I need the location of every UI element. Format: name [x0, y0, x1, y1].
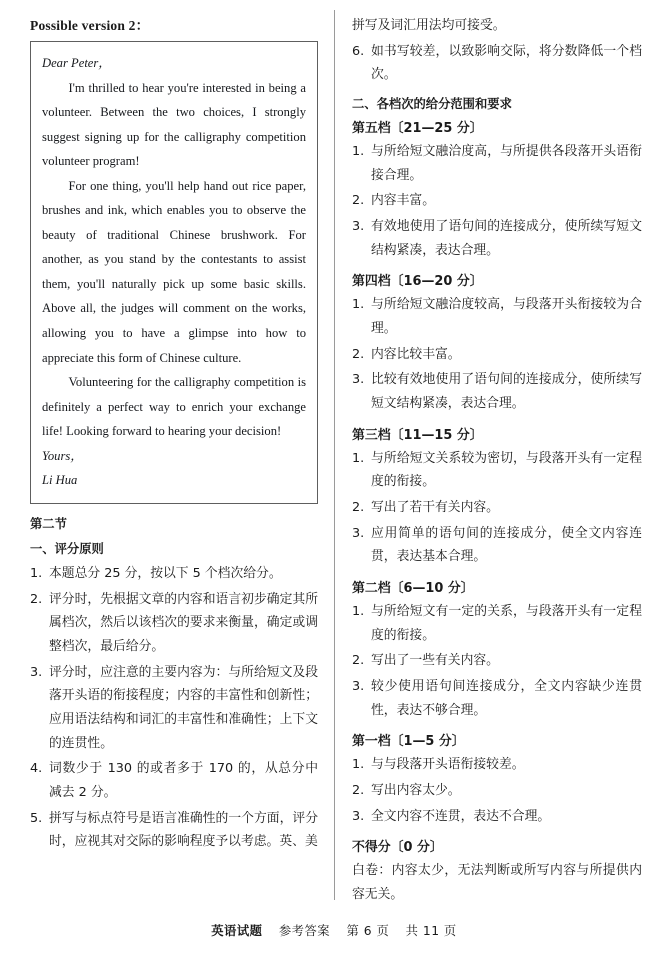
- item-number: 3.: [352, 525, 365, 541]
- section-two-heading: 第二节: [30, 516, 67, 531]
- item-number: 3.: [352, 372, 365, 388]
- item-text: 全文内容不连贯，表达不合理。: [371, 808, 551, 824]
- band-list-1: [352, 753, 642, 828]
- list-item: [30, 562, 318, 586]
- list-item: [352, 779, 642, 803]
- item-number: 3.: [352, 219, 365, 235]
- item-number: 3.: [352, 679, 365, 695]
- scoring-principles-list: [30, 562, 318, 854]
- item-text: 与所给短文融洽度高，与所提供各段落开头语衔接合理。: [371, 144, 642, 183]
- list-item: [30, 757, 318, 804]
- band-list-2: [352, 600, 642, 722]
- band-zero-text: 白卷：内容太少，无法判断或所写内容与所提供内容无关。: [352, 863, 642, 903]
- list-item: [352, 447, 642, 494]
- item-number: 1.: [352, 450, 365, 466]
- band-heading-5: 第五档〔21—25 分〕: [352, 121, 483, 137]
- list-item: [352, 215, 642, 262]
- item-text: 与所给短文关系较为密切，与段落开头有一定程度的衔接。: [371, 450, 642, 490]
- list-item: [352, 805, 642, 829]
- item-number: 1.: [352, 757, 365, 773]
- item-text: 本题总分 25 分，按以下 5 个档次给分。: [49, 565, 282, 581]
- item-number: 3.: [30, 664, 43, 680]
- band-list-3: [352, 447, 642, 569]
- band-list-5: [352, 140, 642, 262]
- letter-closing: Yours，: [42, 448, 83, 463]
- item-text: 与与段落开头语衔接较差。: [371, 757, 525, 773]
- item-text: 应用简单的语句间的连接成分，使全文内容连贯，表达基本合理。: [371, 525, 642, 565]
- list-item: [352, 293, 642, 340]
- item-number: 1.: [30, 565, 43, 581]
- item-text: 评分时，先根据文章的内容和语言初步确定其所属档次，然后以该档次的要求来衡量，确定或调整档次，最后给分。: [49, 591, 318, 654]
- item-number: 2.: [352, 783, 365, 799]
- item-text: 与所给短文有一定的关系，与段落开头有一定程度的衔接。: [371, 604, 642, 643]
- scoring-principles-continued: [352, 40, 642, 87]
- item-text: 内容丰富。: [371, 193, 435, 209]
- footer-page-number: 第 6 页: [346, 924, 390, 938]
- item-number: 6.: [352, 43, 365, 59]
- item-text: 较少使用语句间连接成分，全文内容缺少连贯性，表达不够合理。: [371, 679, 642, 718]
- item-text: 有效地使用了语句间的连接成分，使所续写短文结构紧凑，表达合理。: [371, 219, 642, 258]
- item-text: 如书写较差，以致影响交际，将分数降低一个档次。: [371, 43, 642, 83]
- list-item: [30, 807, 318, 854]
- band-heading-1: 第一档〔1—5 分〕: [352, 734, 465, 750]
- item-number: 3.: [352, 808, 365, 824]
- list-item: [352, 343, 642, 367]
- letter-paragraph-3: Volunteering for the calligraphy competition is definitely a perfect way to enrich your exchange life! Looking forward to hearing your decision!: [42, 375, 306, 439]
- item-number: 1.: [352, 604, 365, 620]
- item-text: 比较有效地使用了语句间的连接成分，使所续写短文结构紧凑，表达合理。: [371, 372, 642, 412]
- item-text: 写出了一些有关内容。: [371, 653, 499, 669]
- footer-answer-label: 参考答案: [278, 924, 331, 938]
- item-text: 内容比较丰富。: [371, 346, 461, 362]
- item-number: 2.: [352, 193, 365, 209]
- item-text: 评分时，应注意的主要内容为：与所给短文及段落开头语的衔接程度；内容的丰富性和创新性；应用语法结构和词汇的丰富性和准确性；上下文的连贯性。: [49, 664, 318, 751]
- item-text: 词数少于 130 的或者多于 170 的，从总分中减去 2 分。: [49, 761, 318, 800]
- band-list-4: [352, 293, 642, 415]
- band-heading-3: 第三档〔11—15 分〕: [352, 427, 483, 443]
- list-item: [30, 661, 318, 756]
- footer-total-pages: 共 11 页: [405, 924, 457, 938]
- column-divider: [334, 10, 335, 900]
- item-number: 2.: [352, 500, 365, 516]
- item-number: 2.: [30, 591, 43, 607]
- list-item: [352, 600, 642, 647]
- bands-section-heading: 二、各档次的给分范围和要求: [352, 97, 512, 112]
- letter-signature: Li Hua: [42, 473, 78, 488]
- scoring-principles-heading: 一、评分原则: [30, 541, 104, 556]
- list-item: [352, 522, 642, 569]
- letter-salutation: Dear Peter，: [42, 56, 111, 70]
- list-item: [352, 368, 642, 415]
- band-heading-2: 第二档〔6—10 分〕: [352, 581, 474, 597]
- item-number: 2.: [352, 653, 365, 669]
- possible-version-heading: Possible version 2：: [30, 18, 150, 33]
- left-column: [0, 0, 334, 905]
- item-text: 写出了若干有关内容。: [371, 500, 499, 516]
- page-footer: [0, 921, 668, 939]
- list-item: [352, 649, 642, 673]
- list-item: [352, 753, 642, 777]
- item-number: 1.: [352, 297, 365, 313]
- item-text: 写出内容太少。: [371, 783, 461, 799]
- band-heading-4: 第四档〔16—20 分〕: [352, 274, 483, 290]
- letter-paragraph-2: For one thing, you'll help hand out rice paper, brushes and ink, which enables you to observe the beauty of traditional Chinese brushwork. For another, as you stand by the contestants to assist them, you'll naturally pick up some basic skills. Above all, the judges will comment on the works, allowing you to have a glimpse into how to appreciate this form of Chinese culture.: [42, 178, 306, 365]
- continued-text: 拼写及词汇用法均可接受。: [352, 18, 506, 33]
- list-item: [352, 189, 642, 213]
- footer-exam-title: 英语试题: [211, 924, 263, 938]
- list-item: [352, 675, 642, 722]
- right-column: [334, 0, 668, 905]
- item-number: 5.: [30, 810, 43, 826]
- list-item: [352, 40, 642, 87]
- item-number: 4.: [30, 761, 43, 777]
- item-number: 2.: [352, 346, 365, 362]
- letter-paragraph-1: I'm thrilled to hear you're interested in being a volunteer. Between the two choices, I strongly suggest signing up for the calligraphy competition volunteer program!: [42, 80, 306, 169]
- item-text: 与所给短文融洽度较高，与段落开头衔接较为合理。: [371, 297, 642, 337]
- list-item: [352, 496, 642, 520]
- item-number: 1.: [352, 144, 365, 160]
- band-heading-zero: 不得分〔0 分〕: [352, 840, 443, 856]
- list-item: [30, 588, 318, 659]
- item-text: 拼写与标点符号是语言准确性的一个方面，评分时，应视其对交际的影响程度予以考虑。英、美: [49, 810, 318, 850]
- list-item: [352, 140, 642, 187]
- sample-letter-box: [30, 41, 318, 504]
